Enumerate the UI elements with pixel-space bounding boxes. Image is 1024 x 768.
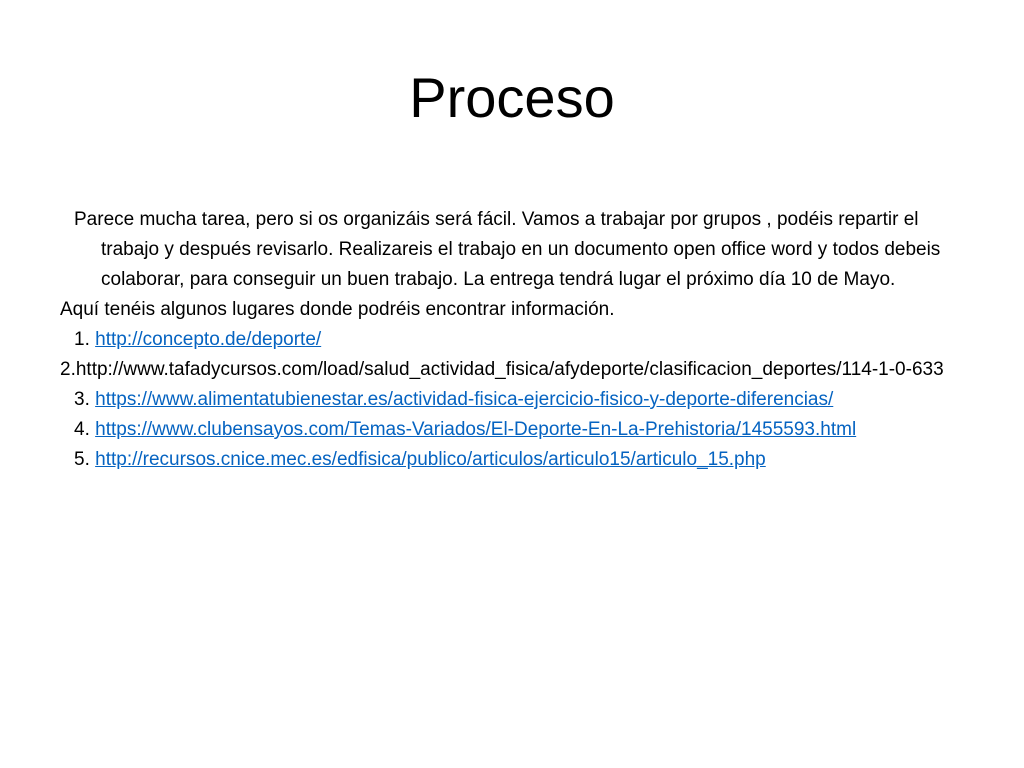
instructions-paragraph: Parece mucha tarea, pero si os organizáis será fácil. Vamos a trabajar por grupos , podéis repartir el trabajo y después revisarlo. Realizareis el trabajo en un documento open office word y todos debeis colaborar, para conseguir un buen trabajo. La entrega tendrá lugar el próximo día 10 de Mayo. (74, 209, 941, 290)
resource-link-1[interactable]: http://concepto.de/deporte/ (95, 329, 322, 350)
slide-title: Proceso (409, 66, 615, 129)
resource-number-2: 2. (60, 359, 76, 380)
resource-number-4: 4. (74, 419, 96, 440)
resource-item-3 (60, 385, 970, 415)
resource-item-1 (60, 325, 970, 355)
slide-body (60, 205, 970, 475)
resource-text-2: http://www.tafadycursos.com/load/salud_actividad_fisica/afydeporte/clasificacion_deportes/114-1-0-633 (75, 359, 944, 380)
resources-lead-in: Aquí tenéis algunos lugares donde podréis encontrar información. (60, 299, 615, 320)
resource-number-1: 1. (74, 329, 96, 350)
resource-number-5: 5. (74, 449, 96, 470)
resource-number-3: 3. (74, 389, 96, 410)
resource-link-3[interactable]: https://www.alimentatubienestar.es/actividad-fisica-ejercicio-fisico-y-deporte-diferencias/ (95, 389, 834, 410)
resource-item-5 (60, 445, 970, 475)
resource-item-2 (60, 355, 1000, 385)
resource-link-5[interactable]: http://recursos.cnice.mec.es/edfisica/publico/articulos/articulo15/articulo_15.php (95, 449, 766, 470)
resource-link-4[interactable]: https://www.clubensayos.com/Temas-Variados/El-Deporte-En-La-Prehistoria/1455593.html (95, 419, 857, 440)
resource-item-4 (60, 415, 970, 445)
